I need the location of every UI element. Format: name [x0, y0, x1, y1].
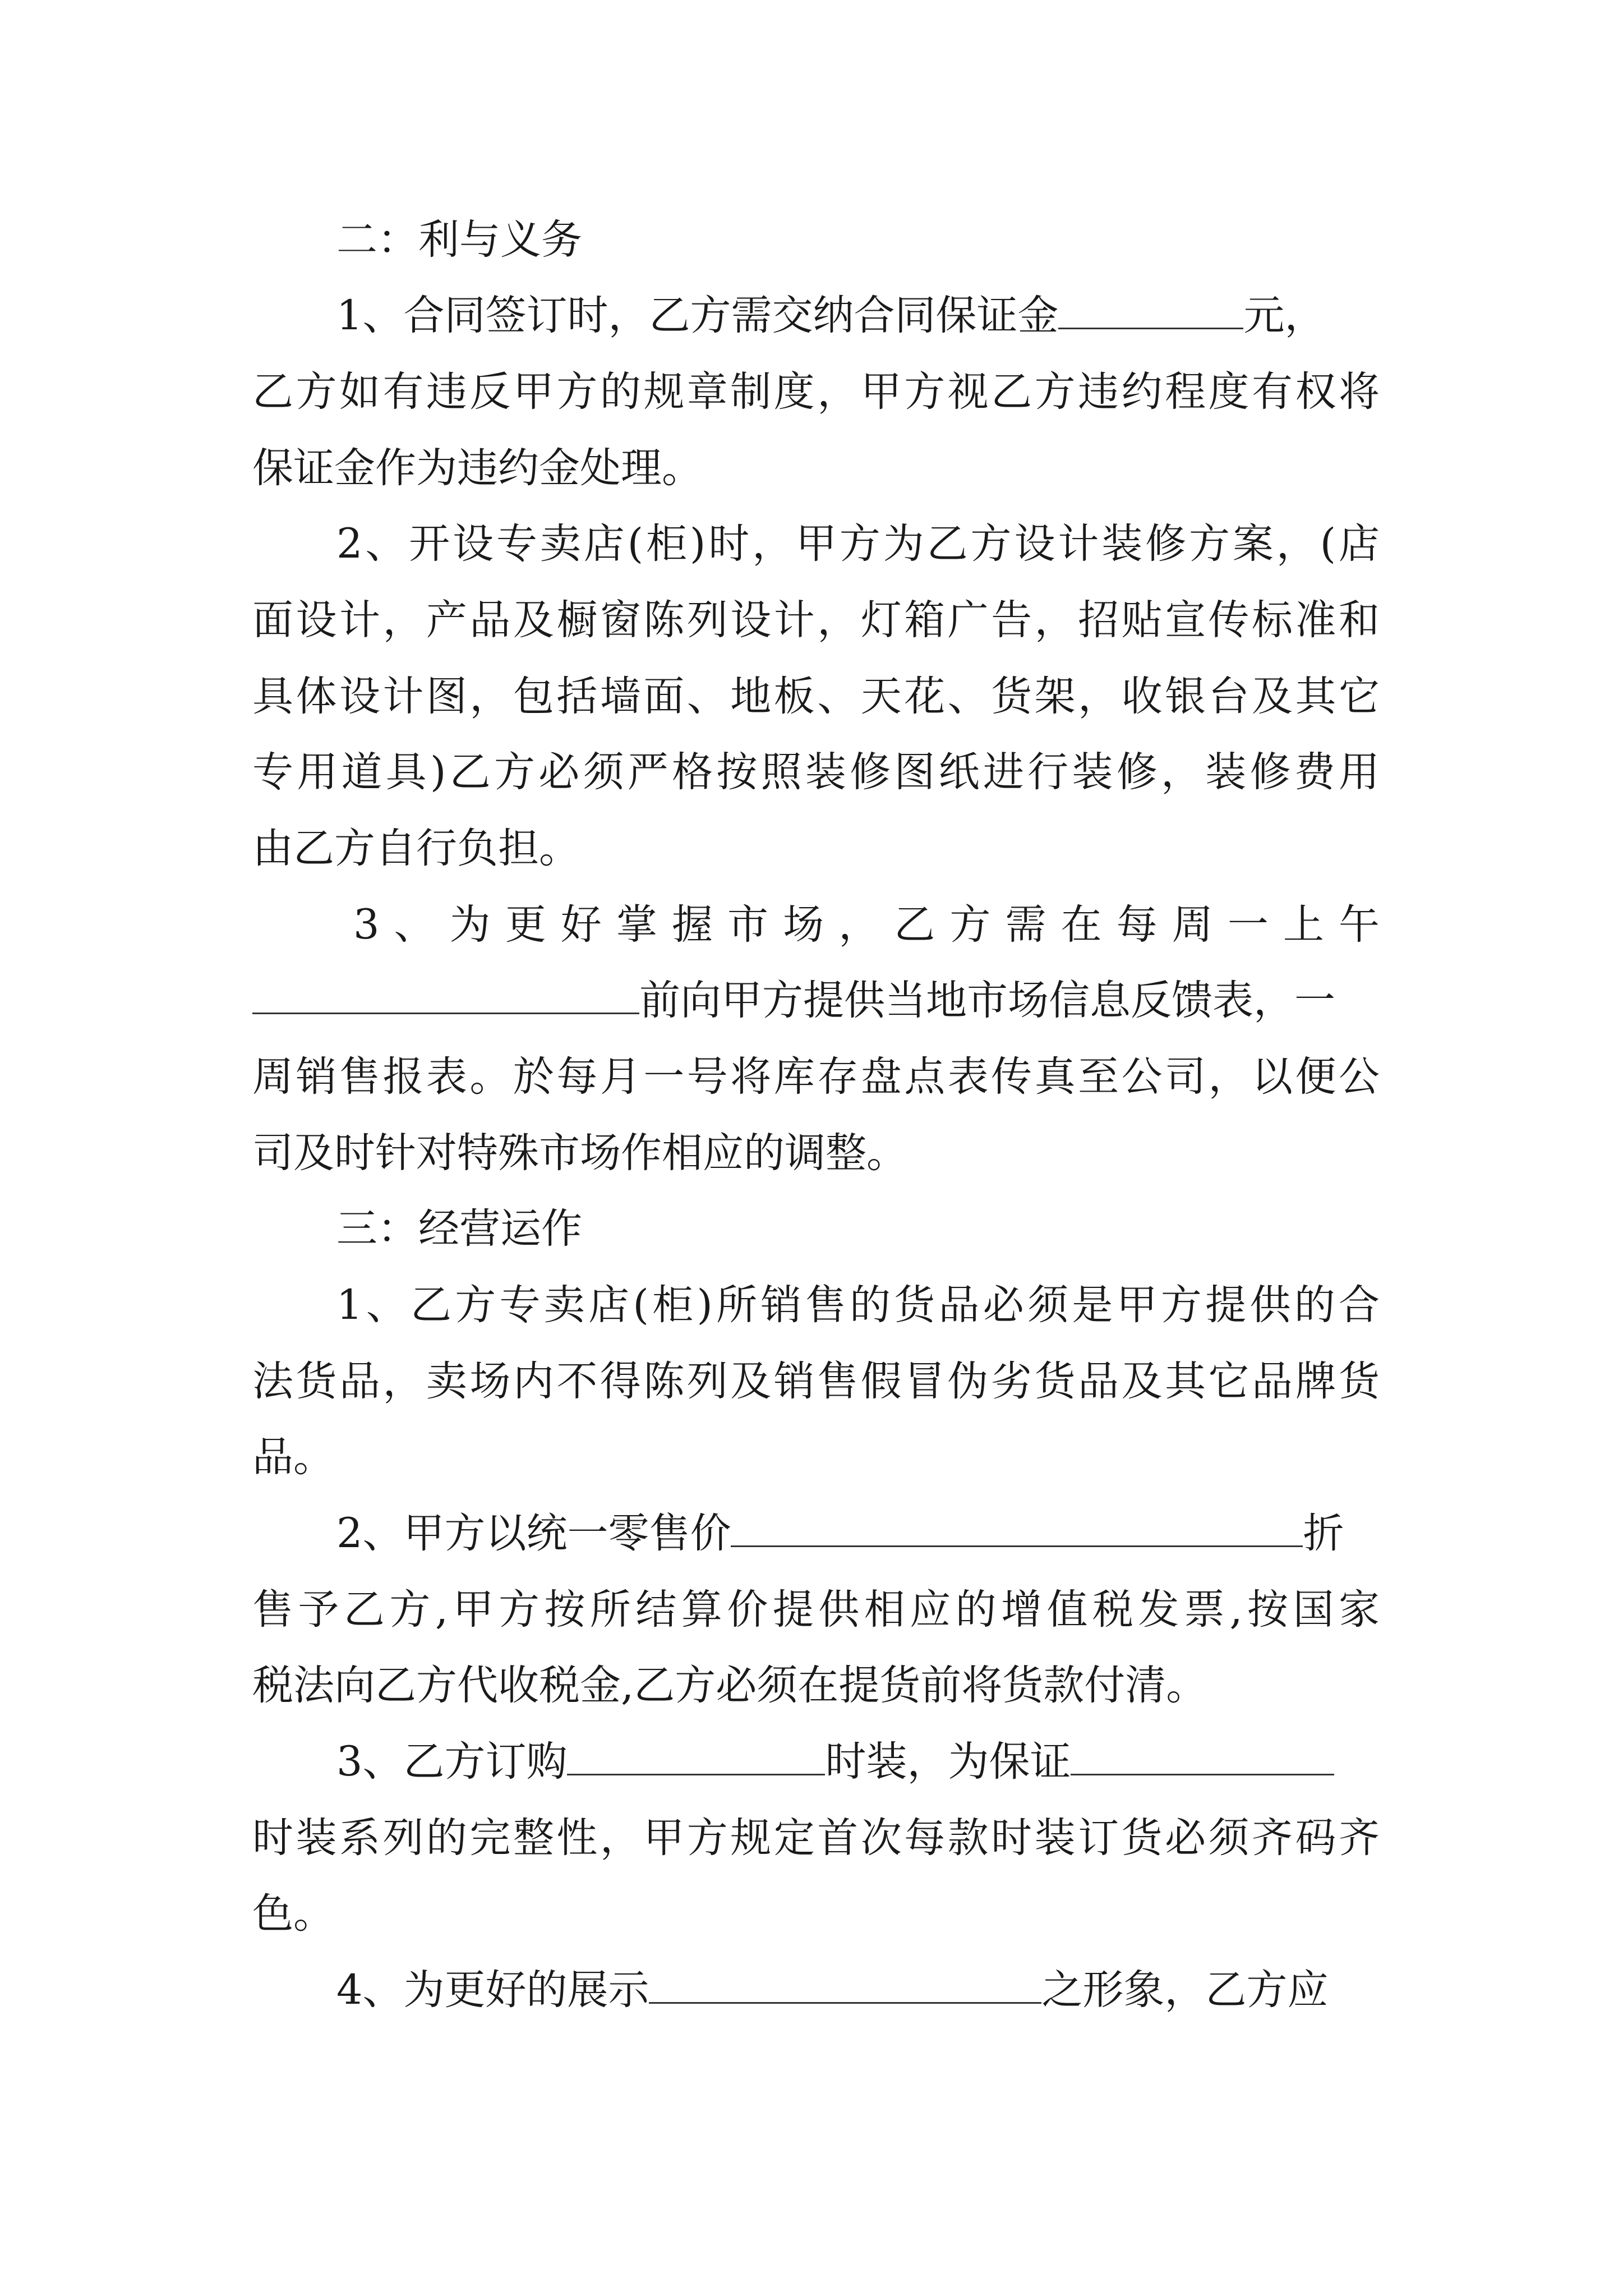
fill-in-blank: [649, 1963, 1041, 2004]
section-heading-rights-obligations: 二：利与义务: [336, 216, 582, 264]
fill-in-blank: [252, 973, 639, 1014]
paragraph-line: 售予乙方,甲方按所结算价提供相应的增值税发票,按国家: [252, 1586, 1380, 1634]
paragraph-line: 法货品，卖场内不得陈列及销售假冒伪劣货品及其它品牌货: [252, 1358, 1380, 1405]
fill-in-blank: [1058, 288, 1243, 329]
paragraph-line: 1、合同签订时，乙方需交纳合同保证金 元，: [336, 288, 1380, 344]
paragraph-line: 乙方如有违反甲方的规章制度，甲方视乙方违约程度有权将: [252, 368, 1380, 416]
paragraph-line: 税法向乙方代收税金,乙方必须在提货前将货款付清。: [252, 1662, 1207, 1709]
paragraph-line: 色。: [252, 1890, 334, 1938]
fill-in-blank: [567, 1734, 825, 1775]
paragraph-line: 3、为更好掌握市场，乙方需在每周一上午: [353, 901, 1380, 949]
paragraph-line: 时装系列的完整性，甲方规定首次每款时装订货必须齐码齐: [252, 1814, 1380, 1862]
paragraph-line: 保证金作为违约金处理。: [252, 444, 703, 492]
paragraph-line: 具体设计图，包括墙面、地板、天花、货架，收银台及其它: [252, 673, 1380, 720]
paragraph-line: 周销售报表。於每月一号将库存盘点表传真至公司，以便公: [252, 1053, 1380, 1101]
paragraph-line: 面设计，产品及橱窗陈列设计，灯箱广告，招贴宣传标准和: [252, 596, 1380, 644]
fill-in-blank: [731, 1506, 1303, 1547]
paragraph-line: 品。: [252, 1433, 334, 1481]
paragraph-line: 司及时针对特殊市场作相应的调整。: [252, 1129, 907, 1177]
paragraph-line: 专用道具)乙方必须严格按照装修图纸进行装修，装修费用: [252, 748, 1380, 796]
paragraph-line: 2、甲方以统一零售价 折: [336, 1506, 1380, 1562]
paragraph-line: 由乙方自行负担。: [252, 825, 580, 872]
paragraph-line: 2、开设专卖店(柜)时，甲方为乙方设计装修方案，(店: [336, 520, 1380, 568]
section-heading-operations: 三：经营运作: [336, 1205, 582, 1253]
paragraph-line: 4、为更好的展示 之形象，乙方应: [336, 1962, 1380, 2018]
fill-in-blank: [1071, 1734, 1334, 1775]
paragraph-line: 1、乙方专卖店(柜)所销售的货品必须是甲方提供的合: [336, 1281, 1380, 1329]
paragraph-line: 3、乙方订购 时装，为保证: [336, 1734, 1380, 1790]
paragraph-line: 前向甲方提供当地市场信息反馈表，一: [252, 973, 1380, 1029]
